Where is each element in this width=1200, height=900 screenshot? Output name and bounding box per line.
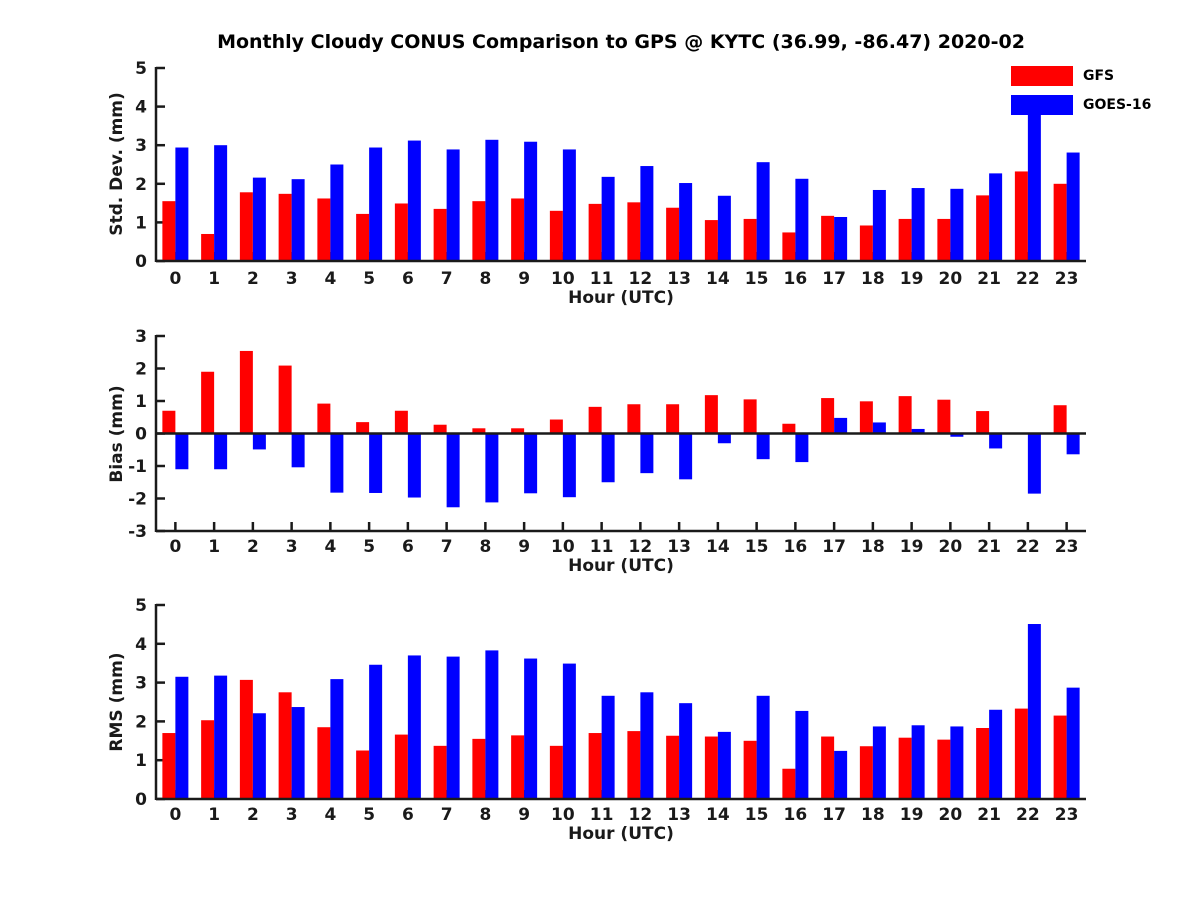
bar-gfs-hour-14 xyxy=(705,395,718,433)
bar-goes16-hour-20 xyxy=(950,189,963,261)
ylabel-bias: Bias (mm) xyxy=(107,385,127,483)
bar-gfs-hour-1 xyxy=(201,372,214,434)
bar-gfs-hour-10 xyxy=(550,746,563,799)
x-tick-label: 22 xyxy=(1016,269,1040,289)
x-tick-label: 19 xyxy=(899,537,924,557)
bar-gfs-hour-14 xyxy=(705,220,718,261)
bar-gfs-hour-11 xyxy=(589,407,602,434)
x-tick-label: 9 xyxy=(518,269,531,289)
bar-goes16-hour-7 xyxy=(447,434,460,508)
x-tick-label: 16 xyxy=(783,269,808,289)
x-tick-label: 6 xyxy=(401,269,414,289)
y-tick-label: 3 xyxy=(135,326,147,347)
bar-goes16-hour-20 xyxy=(950,726,963,799)
x-tick-label: 19 xyxy=(899,269,924,289)
bar-gfs-hour-19 xyxy=(899,396,912,433)
ylabel-rms: RMS (mm) xyxy=(107,652,127,752)
x-tick-label: 8 xyxy=(479,537,492,557)
x-tick-label: 16 xyxy=(783,805,808,825)
bar-goes16-hour-23 xyxy=(1067,434,1080,455)
bar-goes16-hour-9 xyxy=(524,434,537,494)
x-tick-label: 12 xyxy=(628,805,653,825)
bar-goes16-hour-12 xyxy=(640,166,653,261)
x-tick-label: 5 xyxy=(363,537,376,557)
bar-gfs-hour-9 xyxy=(511,198,524,261)
bar-gfs-hour-16 xyxy=(782,232,795,261)
bar-gfs-hour-1 xyxy=(201,720,214,799)
bar-gfs-hour-21 xyxy=(976,411,989,433)
bar-gfs-hour-0 xyxy=(162,201,175,261)
bar-goes16-hour-11 xyxy=(602,177,615,261)
x-tick-label: 0 xyxy=(169,269,182,289)
bar-goes16-hour-16 xyxy=(795,434,808,463)
legend-item-goes16 xyxy=(1011,95,1151,115)
legend-item-gfs xyxy=(1011,66,1151,86)
bar-goes16-hour-19 xyxy=(912,188,925,261)
bar-goes16-hour-16 xyxy=(795,711,808,799)
bar-gfs-hour-6 xyxy=(395,735,408,799)
x-tick-label: 18 xyxy=(861,537,885,557)
bar-goes16-hour-8 xyxy=(485,434,498,503)
bar-gfs-hour-5 xyxy=(356,422,369,433)
y-tick-label: -2 xyxy=(128,489,147,510)
bar-goes16-hour-13 xyxy=(679,183,692,261)
y-tick-label: 2 xyxy=(135,359,147,380)
bar-goes16-hour-17 xyxy=(834,217,847,261)
bar-goes16-hour-0 xyxy=(175,434,188,470)
bar-goes16-hour-18 xyxy=(873,726,886,799)
bar-gfs-hour-18 xyxy=(860,746,873,799)
legend-swatch-gfs xyxy=(1011,66,1073,86)
bar-gfs-hour-21 xyxy=(976,195,989,261)
bar-gfs-hour-10 xyxy=(550,211,563,261)
y-tick-label: 1 xyxy=(135,391,147,412)
x-tick-label: 19 xyxy=(899,805,924,825)
bar-goes16-hour-1 xyxy=(214,434,227,470)
bar-goes16-hour-6 xyxy=(408,141,421,261)
x-tick-label: 22 xyxy=(1016,537,1040,557)
bar-gfs-hour-15 xyxy=(744,399,757,433)
x-tick-label: 10 xyxy=(551,805,575,825)
subplot-0 xyxy=(135,59,1086,289)
x-tick-label: 3 xyxy=(285,537,298,557)
x-tick-label: 12 xyxy=(628,269,653,289)
bar-goes16-hour-11 xyxy=(602,434,615,483)
bar-gfs-hour-23 xyxy=(1054,716,1067,799)
x-tick-label: 11 xyxy=(589,269,614,289)
y-tick-label: 1 xyxy=(135,751,147,772)
x-tick-label: 12 xyxy=(628,537,653,557)
x-tick-label: 8 xyxy=(479,269,492,289)
x-tick-label: 16 xyxy=(783,537,808,557)
bar-gfs-hour-2 xyxy=(240,351,253,434)
bar-goes16-hour-19 xyxy=(912,725,925,799)
x-tick-label: 0 xyxy=(169,537,182,557)
x-tick-label: 5 xyxy=(363,269,376,289)
bar-goes16-hour-17 xyxy=(834,751,847,799)
bar-goes16-hour-21 xyxy=(989,434,1002,449)
x-tick-label: 13 xyxy=(667,805,691,825)
bar-gfs-hour-5 xyxy=(356,214,369,261)
bar-goes16-hour-18 xyxy=(873,422,886,433)
x-tick-label: 13 xyxy=(667,269,691,289)
bar-gfs-hour-23 xyxy=(1054,184,1067,261)
bar-goes16-hour-10 xyxy=(563,664,576,799)
x-tick-label: 2 xyxy=(246,537,259,557)
bar-goes16-hour-2 xyxy=(253,434,266,450)
bar-goes16-hour-10 xyxy=(563,434,576,498)
bar-goes16-hour-5 xyxy=(369,434,382,493)
legend xyxy=(1011,66,1151,124)
bar-gfs-hour-17 xyxy=(821,216,834,261)
bar-goes16-hour-11 xyxy=(602,696,615,799)
y-tick-label: 4 xyxy=(135,634,147,655)
bar-goes16-hour-15 xyxy=(757,162,770,261)
x-tick-label: 8 xyxy=(479,805,492,825)
bar-goes16-hour-5 xyxy=(369,665,382,799)
bar-gfs-hour-19 xyxy=(899,738,912,799)
x-tick-label: 0 xyxy=(169,805,182,825)
bar-gfs-hour-15 xyxy=(744,219,757,261)
x-tick-label: 20 xyxy=(938,537,963,557)
bar-goes16-hour-8 xyxy=(485,650,498,799)
x-tick-label: 4 xyxy=(324,537,337,557)
bar-gfs-hour-4 xyxy=(317,727,330,799)
bar-goes16-hour-21 xyxy=(989,173,1002,261)
x-tick-label: 3 xyxy=(285,269,298,289)
y-tick-label: 2 xyxy=(135,712,147,733)
bar-gfs-hour-18 xyxy=(860,225,873,261)
chart-title: Monthly Cloudy CONUS Comparison to GPS @ KYTC (36.99, -86.47) 2020-02 xyxy=(217,31,1025,53)
x-tick-label: 4 xyxy=(324,805,337,825)
bar-goes16-hour-4 xyxy=(330,434,343,493)
bar-goes16-hour-6 xyxy=(408,655,421,799)
bar-goes16-hour-22 xyxy=(1028,101,1041,261)
x-tick-label: 6 xyxy=(401,805,414,825)
bar-gfs-hour-9 xyxy=(511,735,524,799)
bar-goes16-hour-7 xyxy=(447,657,460,799)
bar-gfs-hour-20 xyxy=(937,219,950,261)
x-tick-label: 17 xyxy=(822,805,846,825)
bar-goes16-hour-5 xyxy=(369,148,382,261)
bar-gfs-hour-17 xyxy=(821,398,834,433)
bar-goes16-hour-14 xyxy=(718,196,731,261)
bar-gfs-hour-13 xyxy=(666,404,679,433)
bar-gfs-hour-0 xyxy=(162,411,175,434)
bar-gfs-hour-17 xyxy=(821,737,834,799)
bar-goes16-hour-3 xyxy=(292,179,305,261)
x-tick-label: 20 xyxy=(938,269,963,289)
bar-goes16-hour-3 xyxy=(292,434,305,468)
bar-goes16-hour-12 xyxy=(640,692,653,799)
bar-gfs-hour-8 xyxy=(472,739,485,799)
bar-gfs-hour-6 xyxy=(395,203,408,261)
bar-goes16-hour-4 xyxy=(330,679,343,799)
x-tick-label: 13 xyxy=(667,537,691,557)
bar-goes16-hour-8 xyxy=(485,140,498,261)
bar-gfs-hour-7 xyxy=(434,425,447,434)
bar-gfs-hour-0 xyxy=(162,733,175,799)
x-tick-label: 11 xyxy=(589,537,614,557)
bar-goes16-hour-22 xyxy=(1028,624,1041,799)
bar-gfs-hour-20 xyxy=(937,400,950,434)
bar-gfs-hour-21 xyxy=(976,728,989,799)
x-tick-label: 17 xyxy=(822,269,846,289)
x-tick-label: 21 xyxy=(977,805,1001,825)
x-tick-label: 7 xyxy=(440,805,453,825)
bar-goes16-hour-23 xyxy=(1067,153,1080,261)
bar-gfs-hour-12 xyxy=(627,404,640,433)
legend-label-goes16: GOES-16 xyxy=(1083,97,1152,113)
x-tick-label: 18 xyxy=(861,805,885,825)
bar-gfs-hour-18 xyxy=(860,401,873,433)
x-tick-label: 7 xyxy=(440,537,453,557)
x-tick-label: 17 xyxy=(822,537,846,557)
bar-gfs-hour-4 xyxy=(317,198,330,261)
y-tick-label: 4 xyxy=(135,97,147,118)
x-tick-label: 23 xyxy=(1054,537,1079,557)
x-tick-label: 2 xyxy=(246,269,259,289)
x-tick-label: 10 xyxy=(551,537,575,557)
bar-gfs-hour-3 xyxy=(279,194,292,261)
legend-label-gfs: GFS xyxy=(1083,68,1115,84)
x-tick-label: 14 xyxy=(706,269,730,289)
bar-gfs-hour-11 xyxy=(589,733,602,799)
x-tick-label: 3 xyxy=(285,805,298,825)
bar-gfs-hour-10 xyxy=(550,420,563,434)
bar-gfs-hour-23 xyxy=(1054,405,1067,433)
y-tick-label: -1 xyxy=(128,456,147,477)
x-tick-label: 14 xyxy=(706,537,730,557)
bar-goes16-hour-18 xyxy=(873,190,886,261)
y-tick-label: 3 xyxy=(135,673,147,694)
bar-goes16-hour-22 xyxy=(1028,434,1041,494)
bar-gfs-hour-11 xyxy=(589,204,602,261)
bar-gfs-hour-22 xyxy=(1015,709,1028,799)
bar-goes16-hour-9 xyxy=(524,659,537,799)
x-tick-label: 1 xyxy=(208,537,221,557)
x-tick-label: 22 xyxy=(1016,805,1040,825)
bar-goes16-hour-13 xyxy=(679,434,692,480)
xlabel-hour-utc-top: Hour (UTC) xyxy=(568,288,674,308)
x-tick-label: 2 xyxy=(246,805,259,825)
x-tick-label: 10 xyxy=(551,269,575,289)
y-tick-label: -3 xyxy=(128,521,147,542)
y-tick-label: 0 xyxy=(135,251,147,272)
bar-gfs-hour-8 xyxy=(472,201,485,261)
bar-gfs-hour-13 xyxy=(666,208,679,261)
xlabel-hour-utc-bottom: Hour (UTC) xyxy=(568,824,674,844)
x-tick-label: 5 xyxy=(363,805,376,825)
x-tick-label: 1 xyxy=(208,269,221,289)
x-tick-label: 23 xyxy=(1054,805,1079,825)
x-tick-label: 21 xyxy=(977,537,1001,557)
bar-goes16-hour-7 xyxy=(447,149,460,261)
y-tick-label: 1 xyxy=(135,213,147,234)
y-tick-label: 5 xyxy=(135,595,147,616)
x-tick-label: 18 xyxy=(861,269,885,289)
bar-goes16-hour-14 xyxy=(718,732,731,799)
xlabel-hour-utc-middle: Hour (UTC) xyxy=(568,556,674,576)
y-tick-label: 3 xyxy=(135,136,147,157)
bar-gfs-hour-12 xyxy=(627,731,640,799)
bar-goes16-hour-10 xyxy=(563,149,576,261)
bar-goes16-hour-13 xyxy=(679,703,692,799)
bar-goes16-hour-21 xyxy=(989,710,1002,799)
bar-goes16-hour-9 xyxy=(524,142,537,261)
bar-gfs-hour-6 xyxy=(395,411,408,434)
bar-gfs-hour-22 xyxy=(1015,171,1028,261)
x-tick-label: 4 xyxy=(324,269,337,289)
bar-goes16-hour-2 xyxy=(253,178,266,261)
bar-gfs-hour-7 xyxy=(434,209,447,261)
bar-gfs-hour-5 xyxy=(356,751,369,800)
y-tick-label: 0 xyxy=(135,789,147,810)
bar-goes16-hour-0 xyxy=(175,148,188,261)
bar-goes16-hour-4 xyxy=(330,165,343,262)
bar-goes16-hour-1 xyxy=(214,676,227,799)
x-tick-label: 7 xyxy=(440,269,453,289)
y-tick-label: 5 xyxy=(135,58,147,79)
bar-gfs-hour-15 xyxy=(744,741,757,799)
subplot-1 xyxy=(128,327,1086,557)
x-tick-label: 9 xyxy=(518,537,531,557)
bar-gfs-hour-16 xyxy=(782,424,795,434)
bar-gfs-hour-20 xyxy=(937,740,950,799)
bar-gfs-hour-13 xyxy=(666,736,679,799)
bar-goes16-hour-15 xyxy=(757,696,770,799)
x-tick-label: 15 xyxy=(744,537,769,557)
bar-gfs-hour-7 xyxy=(434,746,447,799)
x-tick-label: 14 xyxy=(706,805,730,825)
x-tick-label: 15 xyxy=(744,805,769,825)
bar-goes16-hour-2 xyxy=(253,713,266,799)
bar-gfs-hour-3 xyxy=(279,366,292,434)
x-tick-label: 9 xyxy=(518,805,531,825)
bar-goes16-hour-16 xyxy=(795,179,808,261)
bar-gfs-hour-4 xyxy=(317,404,330,434)
bar-gfs-hour-2 xyxy=(240,192,253,261)
ylabel-std-dev: Std. Dev. (mm) xyxy=(107,92,127,236)
x-tick-label: 1 xyxy=(208,805,221,825)
bar-goes16-hour-23 xyxy=(1067,688,1080,799)
bar-goes16-hour-12 xyxy=(640,434,653,474)
bar-goes16-hour-17 xyxy=(834,418,847,434)
bar-goes16-hour-0 xyxy=(175,677,188,799)
y-tick-label: 2 xyxy=(135,174,147,195)
y-tick-label: 0 xyxy=(135,424,147,445)
x-tick-label: 15 xyxy=(744,269,769,289)
x-tick-label: 23 xyxy=(1054,269,1079,289)
bar-gfs-hour-16 xyxy=(782,769,795,799)
bar-gfs-hour-14 xyxy=(705,737,718,799)
bar-goes16-hour-1 xyxy=(214,145,227,261)
bar-goes16-hour-3 xyxy=(292,707,305,799)
subplot-2 xyxy=(135,596,1086,825)
x-tick-label: 20 xyxy=(938,805,963,825)
x-tick-label: 11 xyxy=(589,805,614,825)
legend-swatch-goes16 xyxy=(1011,95,1073,115)
x-tick-label: 6 xyxy=(401,537,414,557)
bar-goes16-hour-6 xyxy=(408,434,421,498)
bar-gfs-hour-2 xyxy=(240,680,253,799)
bar-goes16-hour-15 xyxy=(757,434,770,460)
bar-goes16-hour-14 xyxy=(718,434,731,444)
bar-gfs-hour-1 xyxy=(201,234,214,261)
x-tick-label: 21 xyxy=(977,269,1001,289)
bar-gfs-hour-3 xyxy=(279,692,292,799)
bar-gfs-hour-12 xyxy=(627,202,640,261)
bar-gfs-hour-19 xyxy=(899,219,912,261)
